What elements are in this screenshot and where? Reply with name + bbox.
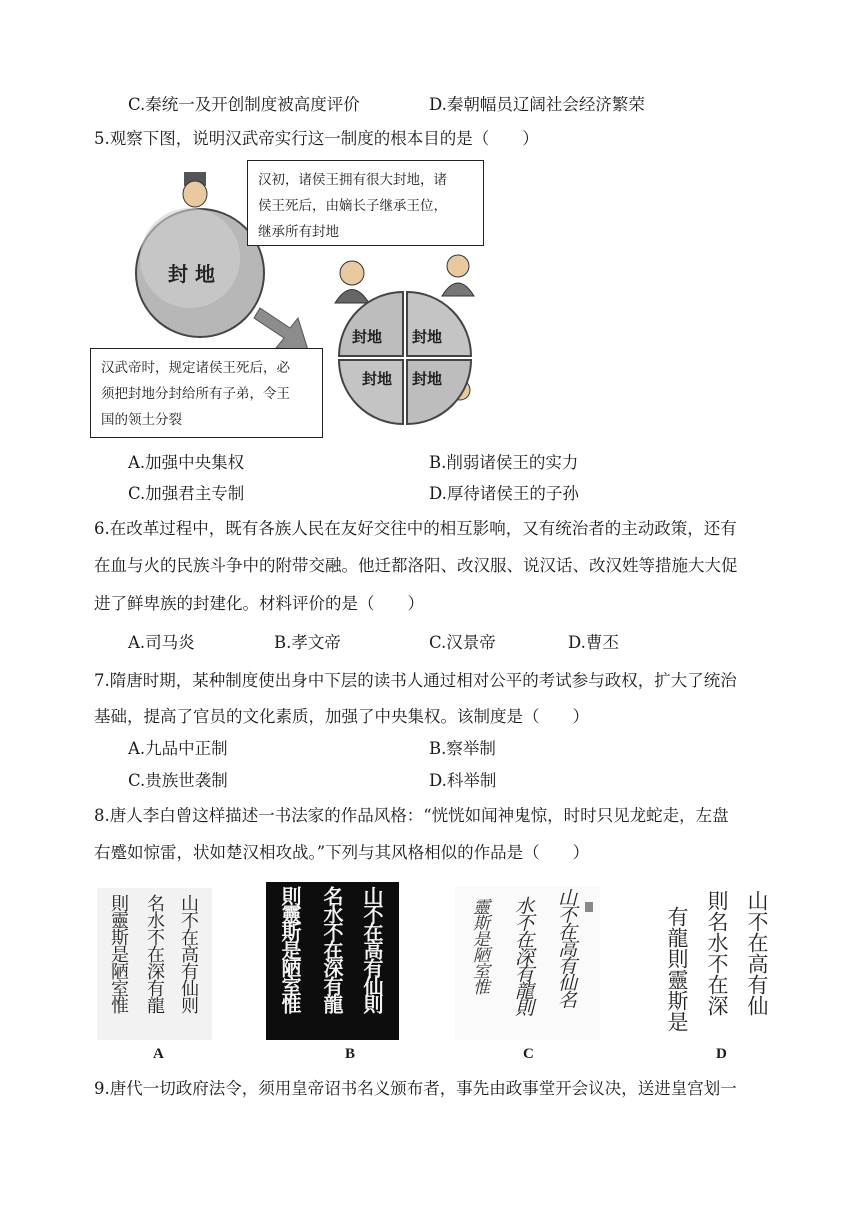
- seal-stamp-icon: [585, 902, 593, 912]
- q5-textbox-top-line: 继承所有封地: [258, 224, 339, 240]
- q9-line-1: 9.唐代一切政府法令，须用皇帝诏书名义颁布者，事先由政事堂开会议决，送进皇宫划一: [94, 1079, 737, 1098]
- q7-option-d: D.科举制: [429, 771, 497, 790]
- calligraphy-image-a: [97, 888, 212, 1040]
- calligraphy-col: 有龍則靈斯是: [665, 906, 689, 1032]
- q4-option-c: C.秦统一及开创制度被高度评价: [128, 95, 360, 114]
- calligraphy-col: 靈斯是陋室惟: [469, 898, 489, 994]
- q7-option-c: C.贵族世袭制: [128, 771, 228, 790]
- q7-option-a: A.九品中正制: [128, 739, 228, 758]
- q5-textbox-bottom-line: 须把封地分封给所有子弟，令王: [101, 386, 290, 402]
- land-small-label-3: 封地: [362, 370, 393, 388]
- calligraphy-label-a: A: [153, 1046, 164, 1062]
- q6-option-c: C.汉景帝: [429, 633, 496, 652]
- q6-option-b: B.孝文帝: [274, 633, 341, 652]
- calligraphy-col: 名水不在深有龍: [144, 894, 165, 1013]
- calligraphy-col: 山不在高有仙名: [555, 888, 577, 1007]
- q5-option-d: D.厚待诸侯王的子孙: [429, 484, 579, 503]
- q6-line-2: 在血与火的民族斗争中的附带交融。他迁都洛阳、改汉服、说汉话、改汉姓等措施大大促: [94, 556, 738, 575]
- q5-textbox-top-line: 汉初，诸侯王拥有很大封地，诸: [258, 172, 447, 188]
- q8-line-1: 8.唐人李白曾这样描述一书法家的作品风格：“恍恍如闻神鬼惊，时时只见龙蛇走，左盘: [94, 806, 729, 825]
- q5-textbox-top-line: 侯王死后，由嫡长子继承王位，: [258, 198, 447, 214]
- land-small-label-1: 封地: [352, 328, 383, 346]
- calligraphy-col: 則名水不在深: [705, 890, 729, 1016]
- q6-option-d: D.曹丕: [568, 633, 619, 652]
- q6-line-1: 6.在改革过程中，既有各族人民在友好交往中的相互影响，又有统治者的主动政策，还有: [94, 519, 737, 538]
- arrow-icon: [254, 308, 308, 350]
- split-land-icon: [339, 292, 471, 424]
- q6-line-3: 进了鲜卑族的封建化。材料评价的是（ ）: [94, 594, 424, 613]
- q5-textbox-bottom-line: 汉武帝时，规定诸侯王死后，必: [101, 360, 290, 376]
- land-big-label: 封 地: [168, 262, 215, 286]
- q5-option-b: B.削弱诸侯王的实力: [429, 453, 579, 472]
- calligraphy-image-d: [656, 886, 780, 1040]
- calligraphy-label-b: B: [345, 1046, 356, 1062]
- q7-option-b: B.察举制: [429, 739, 496, 758]
- calligraphy-col: 名水不在深有龍: [320, 886, 344, 1012]
- calligraphy-col: 則靈斯是陋室惟: [278, 886, 302, 1012]
- calligraphy-image-b: [266, 882, 399, 1040]
- q5-option-c: C.加强君主专制: [128, 484, 245, 503]
- calligraphy-col: 山不在高有仙則: [360, 886, 384, 1012]
- calligraphy-image-c: [455, 886, 600, 1040]
- q7-line-2: 基础，提高了官员的文化素质，加强了中央集权。该制度是（ ）: [94, 707, 589, 726]
- calligraphy-col: 水不在深有龍則: [512, 896, 534, 1015]
- q6-option-a: A.司马炎: [128, 633, 195, 652]
- calligraphy-label-c: C: [523, 1046, 534, 1062]
- q5-textbox-top: [247, 160, 484, 246]
- q5-textbox-bottom: [90, 348, 323, 438]
- land-small-label-4: 封地: [412, 370, 443, 388]
- q8-line-2: 右蹙如惊雷，状如楚汉相攻战。”下列与其风格相似的作品是（ ）: [94, 843, 590, 862]
- calligraphy-col: 則靈斯是陋室惟: [108, 894, 129, 1013]
- calligraphy-col: 山不在高有仙则: [178, 894, 199, 1013]
- land-small-label-2: 封地: [412, 328, 443, 346]
- q4-option-d: D.秦朝幅员辽阔社会经济繁荣: [429, 95, 645, 114]
- q7-line-1: 7.隋唐时期，某种制度使出身中下层的读书人通过相对公平的考试参与政权，扩大了统治: [94, 671, 737, 690]
- q5-option-a: A.加强中央集权: [128, 453, 245, 472]
- q5-textbox-bottom-line: 国的领土分裂: [101, 412, 182, 428]
- calligraphy-col: 山不在高有仙: [745, 890, 769, 1016]
- q5-stem: 5.观察下图，说明汉武帝实行这一制度的根本目的是（ ）: [94, 129, 539, 148]
- calligraphy-label-d: D: [716, 1046, 727, 1062]
